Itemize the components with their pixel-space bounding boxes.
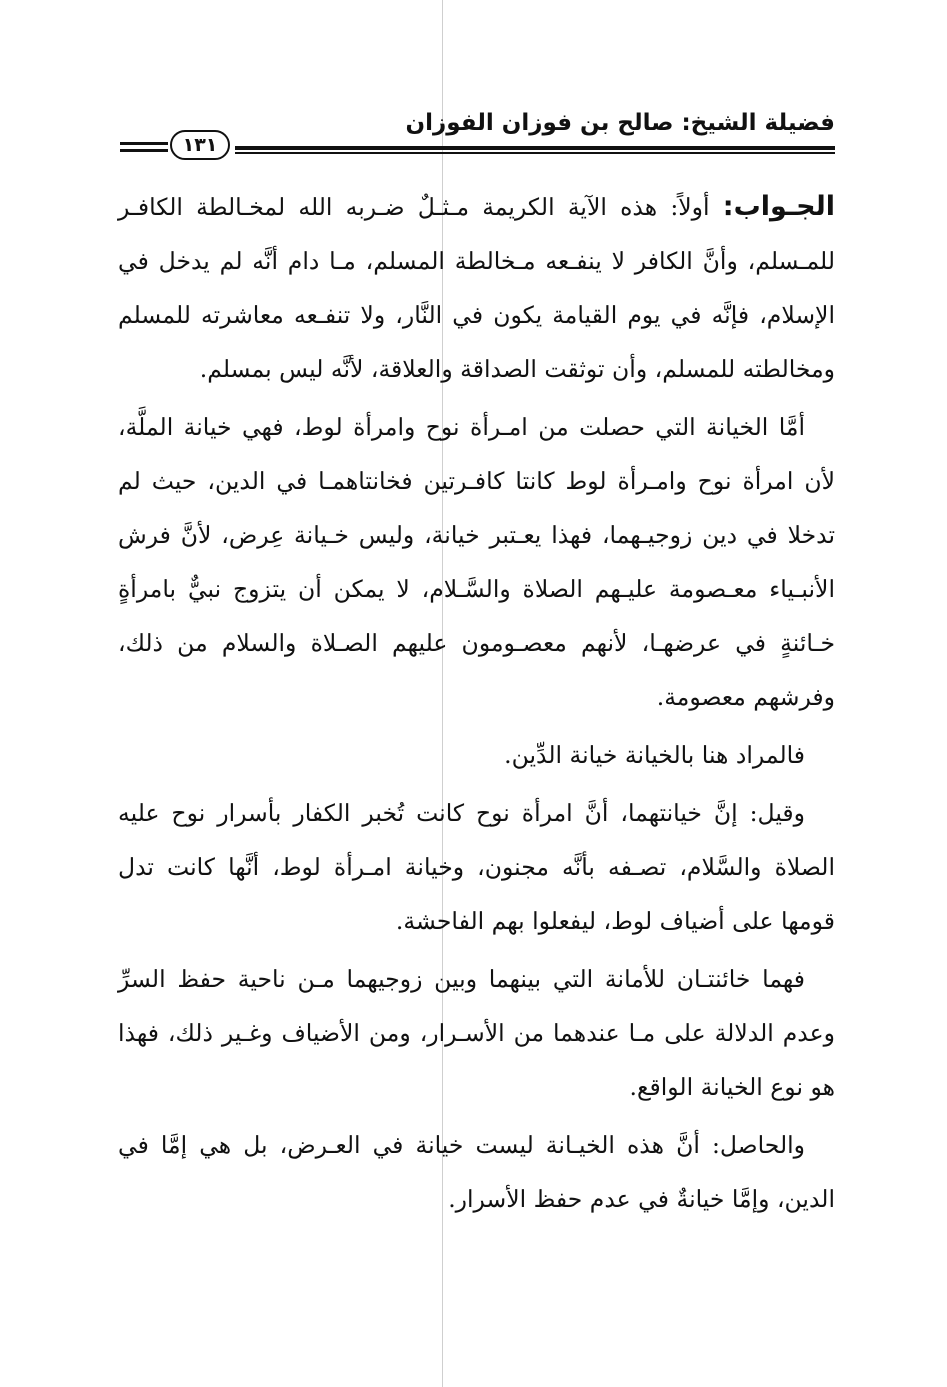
page-body <box>118 180 835 1230</box>
paragraph: أمَّا الخيانة التي حصلت من امـرأة نوح وامرأة لوط، فهي خيانة الملَّة، لأن امرأة نوح وامـرأة لوط كانتا كافـرتين فخانتاهمـا في الدين، حيث لم تدخلا في دين زوجيـهما، فهذا يعـتبر خيانة، وليس خـيانة عِرض، لأنَّ فرش الأنبـياء معـصومة عليـهم الصلاة والسَّـلام، لا يمكن أن يتزوج نبيٌّ بامرأةٍ خـائنةٍ في عرضهـا، لأنهم معصـومون عليهم الصـلاة والسلام من ذلك، وفرشهم معصومة. <box>118 413 835 711</box>
header-rule-thick <box>235 146 835 150</box>
paragraph: فالمراد هنا بالخيانة خيانة الدِّين. <box>504 741 805 769</box>
header-left-rule <box>120 149 168 152</box>
paragraph: فهما خائنتـان للأمانة التي بينهما وبين زوجيهما مـن ناحية حفظ السرِّ وعدم الدلالة على مـا عندهما من الأسـرار، ومن الأضياف وغـير ذلك، فهذا هو نوع الخيانة الواقع. <box>118 965 835 1101</box>
paragraph: وقيل: إنَّ خيانتهما، أنَّ امرأة نوح كانت تُخبر الكفار بأسرار نوح عليه الصلاة والسَّلام، تصـفه بأنَّه مجنون، وخيانة امـرأة لوط، أنَّها كانت تدل قومها على أضياف لوط، ليفعلوا بهم الفاحشة. <box>118 799 835 935</box>
page-number: ١٣١ <box>170 130 230 160</box>
paragraph: والحاصل: أنَّ هذه الخيـانة ليست خيانة في العـرض، بل هي إمَّا في الدين، وإمَّا خيانةٌ في عدم حفظ الأسرار. <box>118 1131 835 1213</box>
header-rule-thin <box>235 152 835 154</box>
header-title: فضيلة الشيخ: صالح بن فوزان الفوزان <box>405 110 835 136</box>
answer-label: الجـواب: <box>722 191 835 222</box>
header-left-rule <box>120 142 168 145</box>
paragraph-text: أولاً: هذه الآية الكريمة مـثـلٌ ضـربه الله لمخـالطة الكافـر للمـسلم، وأنَّ الكافر لا ينفـعه مـخالطة المسلم، مـا دام أنَّه لم يدخل في الإسلام، فإنَّه في يوم القيامة يكون في النَّار، ولا تنفـعه معاشرته للمسلم ومخالطته للمسلم، وأن توثقت الصداقة والعلاقة، لأنَّه ليس بمسلم. <box>118 193 835 383</box>
running-header <box>120 108 835 158</box>
answer-paragraph <box>118 180 835 396</box>
